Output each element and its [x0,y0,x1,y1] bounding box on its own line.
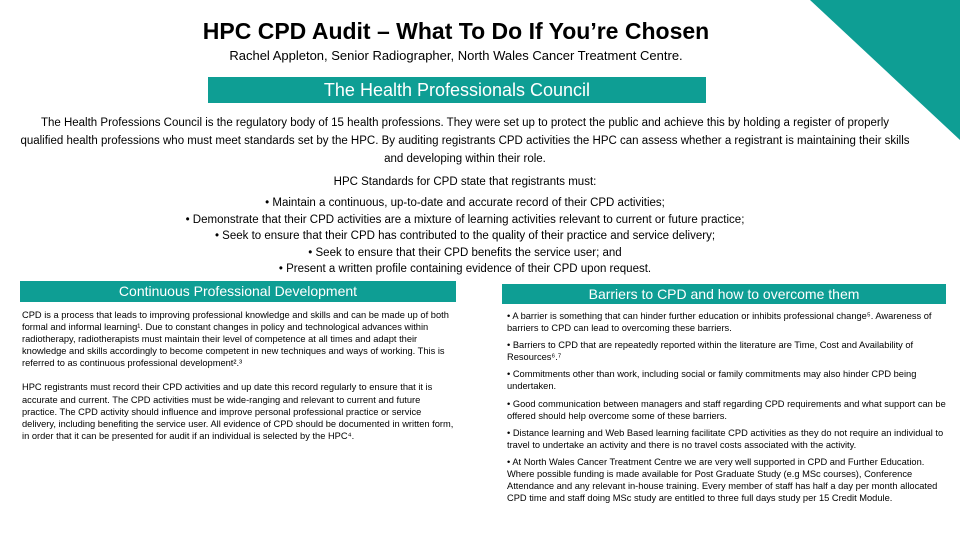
barrier-item: • Good communication between managers and staff regarding CPD requirements and what support can be offered should help overcome some of these barriers. [507,398,946,421]
cpd-section [22,309,456,442]
hpc-section-banner: The Health Professionals Council [208,77,706,103]
standards-item: • Maintain a continuous, up-to-date and accurate record of their CPD activities; [265,197,665,209]
barrier-item: • Distance learning and Web Based learning facilitate CPD activities as they do not require an individual to travel to undertake an activity and there is no travel costs associated with the activity. [507,427,944,450]
hpc-section [20,114,910,278]
barriers-section-banner: Barriers to CPD and how to overcome them [502,284,946,304]
standards-item: • Seek to ensure that their CPD benefits the service user; and [308,246,622,259]
standards-list [20,195,910,278]
cpd-paragraph-2: HPC registrants must record their CPD activities and up date this record regularly to ensure that it is accurate and current. The CPD activities must be wide-ranging and relevant to current and future practice. The CPD activity should influence and improve personal professional practice or service delivery, including benefiting the service user. All evidence of CPD should be documented in written form, in order that it can be presented for audit if an individual is selected by the HPC⁴. [22,382,454,441]
hpc-intro-paragraph: The Health Professions Council is the regulatory body of 15 health professions. They were set up to protect the public and achieve this by holding a register of properly qualified health professions who must meet standards set by the HPC. By auditing registrants CPD activities the HPC can assess whether a registrant is maintaining their skills and developing within their role. [20,117,910,165]
barrier-item: • Commitments other than work, including social or family commitments may also hinder CPD being undertaken. [507,369,917,392]
barrier-item: • A barrier is something that can hinder further education or inhibits professional change⁵. Awareness of barriers to CPD can lead to overcoming these barriers. [507,311,932,334]
poster-title: HPC CPD Audit – What To Do If You’re Chosen [202,18,710,44]
barrier-item: • Barriers to CPD that are repeatedly reported within the literature are Time, Cost and Availability of Resources⁶.⁷ [507,340,914,363]
cpd-section-banner: Continuous Professional Development [20,281,456,302]
barriers-list [507,310,947,504]
standards-item: • Seek to ensure that their CPD has contributed to the quality of their practice and service delivery; [214,230,716,242]
barriers-section [507,310,947,509]
barrier-item: • At North Wales Cancer Treatment Centre we are very well supported in CPD and Further Education. Where possible funding is made available for Post Graduate Study (e.g MSc courses), Conference Attendance and any relevant in-house training. Every member of staff has half a day per month allocated CPD time and staff doing MSc study are entitled to three full days study per 15 Credit Module. [507,456,938,504]
standards-item: • Demonstrate that their CPD activities are a mixture of learning activities relevant to current or future practice; [185,213,745,226]
standards-item: • Present a written profile containing evidence of their CPD upon request. [278,263,652,275]
author-line: Rachel Appleton, Senior Radiographer, North Wales Cancer Treatment Centre. [229,48,683,63]
standards-heading: HPC Standards for CPD state that registrants must: [333,176,597,188]
cpd-paragraph-1: CPD is a process that leads to improving professional knowledge and skills and can be made up of both formal and informal learning¹. Due to constant changes in policy and technological advances within radiotherapy, radiotherapists must maintain their level of competence at all times and adapt their knowledge and skills accordingly to become competent in new techniques and ways of working. This is referred to as continuous professional development².³ [22,310,449,369]
